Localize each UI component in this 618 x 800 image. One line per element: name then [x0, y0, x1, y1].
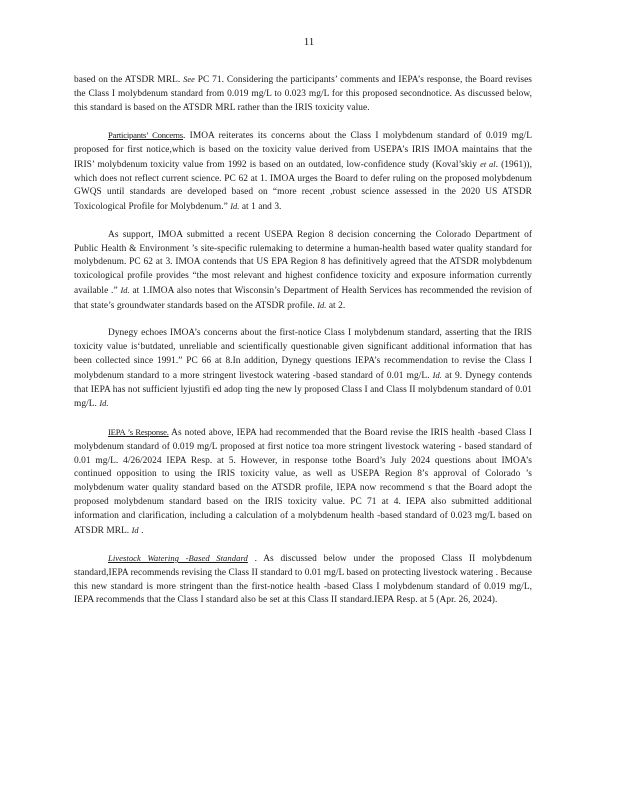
paragraph-2-citation-et-al: et al [480, 159, 496, 169]
paragraph-3-citation-id-1: Id. [120, 285, 130, 295]
paragraph-dynegy [74, 327, 532, 412]
paragraph-3-citation-id-2: Id. [317, 300, 327, 310]
paragraph-2-text-a: . IMOA reiterates its concerns about the Class I molybdenum standard of 0.019 mg/L proposed for first notice,which is based on the toxicity value derived from USEPA’s IRIS IMOA maintains that the IRIS’ molybdenum toxicity value from 1992 is based on an outdated, low-confidence study (Koval’skiy [74, 131, 532, 170]
paragraph-imoa-support [74, 229, 532, 314]
paragraph-5-text-a: As noted above, IEPA had recommended that the Board revise the IRIS health -based Class I molybdenum standard of 0.019 mg/L proposed at first notice toa more stringent livestock watering - based standard of 0.01 mg/L. 4/26/2024 IEPA Resp. at 5. However, in response tothe Board’s July 2024 questions about IMOA’s continued opposition to using the IRIS toxicity value, as well as USEPA Region 8’s approval of Colorado ’s molybdenum water quality standard based on the ATSDR profile, IEPA now recommend s that the Board adopt the proposed molybdenum standard based on the IRIS toxicity value. PC 71 at 4. IEPA also submitted additional information and clarification, including a calculation of a molybdenum health -based standard of 0.023 mg/L based on ATSDR MRL. [74, 427, 533, 536]
heading-iepa-response: IEPA ’s Response. [108, 426, 169, 437]
heading-participants-concerns: Participants’ Concerns [108, 130, 183, 141]
paragraph-3-text-b: at 1.IMOA also notes that Wisconsin’s Department of Health Services has recommended the revision of that state’s groundwater standards based on the ATSDR profile. [74, 285, 532, 311]
page-number: 11 [303, 36, 315, 48]
paragraph-1 [74, 73, 532, 115]
paragraph-3-text-a: As support, IMOA submitted a recent USEPA Region 8 decision concerning the Colorado Department of Public Health & Environment ’s site-specific rulemaking to determine a human-health based water quality standard for molybdenum. PC 62 at 3. IMOA contends that US EPA Region 8 has definitively agreed that the ATSDR molybdenum toxicological profile provides “the most relevant and highest confidence toxicity and exposure information currently available .” [74, 229, 532, 296]
paragraph-2-text-c: at 1 and 3. [239, 202, 282, 213]
paragraph-1-text-a: based on the ATSDR MRL. [74, 75, 184, 85]
paragraph-4-text-b: at 9. Dynegy contends that IEPA has not sufficient lyjustifi ed adop ting the new ly proposed Class I and Class II molybdenum standard of 0.01 mg/L. [74, 370, 533, 410]
paragraph-4-citation-id-2: Id. [99, 399, 109, 409]
paragraph-5-citation-id: Id [131, 525, 139, 535]
paragraph-4-citation-id-1: Id. [432, 370, 442, 380]
paragraph-participants-concerns [74, 129, 532, 215]
paragraph-iepa-response [74, 426, 532, 538]
paragraph-1-text-b: PC 71. Considering the participants’ comments and IEPA’s response, the Board revises the Class I molybdenum standard from 0.019 mg/L to 0.023 mg/L for this proposed secondnotice. As discussed below, this standard is based on the ATSDR MRL rather than the IRIS toxicity value. [74, 75, 532, 113]
paragraph-livestock-standard [74, 552, 532, 608]
document-body [74, 73, 532, 622]
paragraph-1-citation-see: See [183, 75, 195, 84]
paragraph-2-text-b: . (1961)), which does not reflect current science. PC 62 at 1. IMOA urges the Board to defer ruling on the proposed molybdenum GWQS until standards are developed based on “more recent ,robust science assessed in the 2020 US ATSDR Toxicological Profile for Molybdenum.” [74, 159, 532, 213]
paragraph-6-text-a: . As discussed below under the proposed Class II molybdenum standard,IEPA recommends revising the Class II standard to 0.01 mg/L based on protecting livestock watering . Because this new standard is more stringent than the first-notice health -based Class I molybdenum standard of 0.019 mg/L, IEPA recommends that the Class I standard also be set at this Class II standard.IEPA Resp. at 5 (Apr. 26, 2024). [74, 554, 532, 606]
heading-livestock-watering-standard: Livestock Watering -Based Standard [108, 553, 248, 564]
paragraph-2-citation-id: Id. [230, 202, 240, 212]
paragraph-4-text-a: Dynegy echoes IMOA’s concerns about the first-notice Class I molybdenum standard, asserting that the IRIS toxicity value is‘butdated, unreliable and scientifically questionable given significant additional information that has been collected since 1991.” PC 66 at 8.In addition, Dynegy questions IEPA’s recommendation to revise the Class I molybdenum standard to a more stringent livestock watering -based standard of 0.01 mg/L. [74, 328, 532, 381]
paragraph-3-text-c: at 2. [326, 300, 346, 311]
paragraph-5-text-b: . [138, 525, 144, 536]
